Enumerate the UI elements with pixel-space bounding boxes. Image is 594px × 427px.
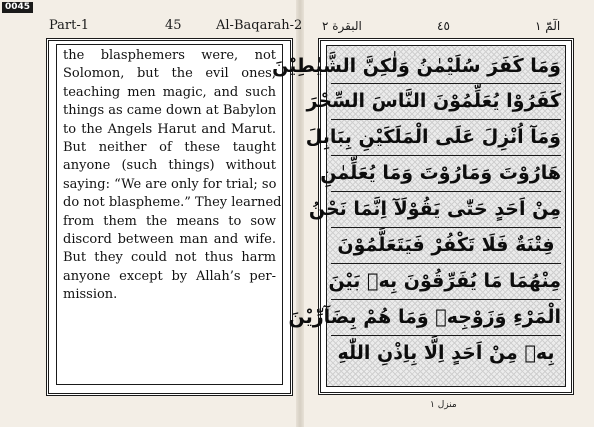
left-page-frame	[46, 38, 293, 396]
arabic-line: الْمَرْءِ وَزَوْجِهٖ وَمَا هُمْ بِضَآرِّيْنَ	[288, 306, 561, 328]
text-line: saying: “We are only for trial; so	[63, 176, 277, 192]
line-divider	[331, 299, 561, 300]
text-line: anyone (such things) without	[63, 158, 276, 174]
left-header-part: Part-1	[49, 18, 90, 33]
line-divider	[331, 119, 561, 120]
arabic-line: مِنْهُمَا مَا يُفَرِّقُوْنَ بِهٖ بَيْنَ	[328, 270, 561, 292]
arabic-line: وَمَا كَفَرَ سُلَيْمٰنُ وَلٰكِنَّ الشَّيٰطِيْنَ	[272, 55, 561, 77]
text-line: to the Angels Harut and Marut.	[63, 121, 276, 137]
text-line: But they could not thus harm	[63, 250, 276, 266]
line-divider	[331, 191, 561, 192]
arabic-line: بِهٖ مِنْ اَحَدٍ اِلَّا بِاِذْنِ اللّٰهِ	[337, 342, 555, 364]
line-divider	[331, 335, 561, 336]
arabic-line: فِتْنَةٌ فَلَا تَكْفُرْ فَيَتَعَلَّمُوْنَ	[337, 234, 555, 256]
arabic-line: كَفَرُوْا يُعَلِّمُوْنَ النَّاسَ السِّحْرَ	[306, 90, 561, 112]
text-line: things as came down at Babylon	[63, 103, 277, 119]
right-header-part: الٓمّٓ ١	[535, 19, 561, 33]
page-tag: 0045	[2, 2, 33, 13]
arabic-line: وَمَآ اُنْزِلَ عَلَى الْمَلَكَيْنِ بِبَابِلَ	[305, 126, 561, 148]
line-divider	[331, 83, 561, 84]
text-line: from them the means to sow	[63, 213, 276, 229]
text-line: teaching men magic, and such	[63, 84, 276, 100]
right-header-surah: البقرة ٢	[322, 19, 362, 33]
arabic-line: مِنْ اَحَدٍ حَتّٰى يَقُوْلَآ اِنَّمَا نَحْنُ	[308, 198, 561, 220]
line-divider	[331, 227, 561, 228]
arabic-line: هَارُوْتَ وَمَارُوْتَ وَمَا يُعَلِّمٰنِ	[320, 162, 561, 184]
text-line: But neither of these taught	[63, 140, 276, 156]
english-translation-block	[56, 44, 283, 385]
text-line: anyone except by Allah’s per-	[63, 268, 276, 284]
text-line: do not blaspheme.” They learned	[63, 195, 282, 211]
text-line: Solomon, but the evil ones,	[63, 66, 276, 82]
line-divider	[331, 263, 561, 264]
manzil-marker: منزل ١	[430, 400, 457, 410]
text-line: discord between man and wife.	[63, 232, 276, 248]
right-header-page-number: ٤٥	[437, 19, 450, 33]
text-line: the blasphemers were, not	[63, 48, 276, 63]
left-header-page-number: 45	[165, 18, 182, 33]
line-divider	[331, 155, 561, 156]
arabic-verse-block	[272, 45, 566, 387]
text-line: mission.	[63, 287, 118, 303]
right-page-frame	[272, 38, 574, 395]
left-header-surah: Al-Baqarah-2	[216, 18, 303, 33]
